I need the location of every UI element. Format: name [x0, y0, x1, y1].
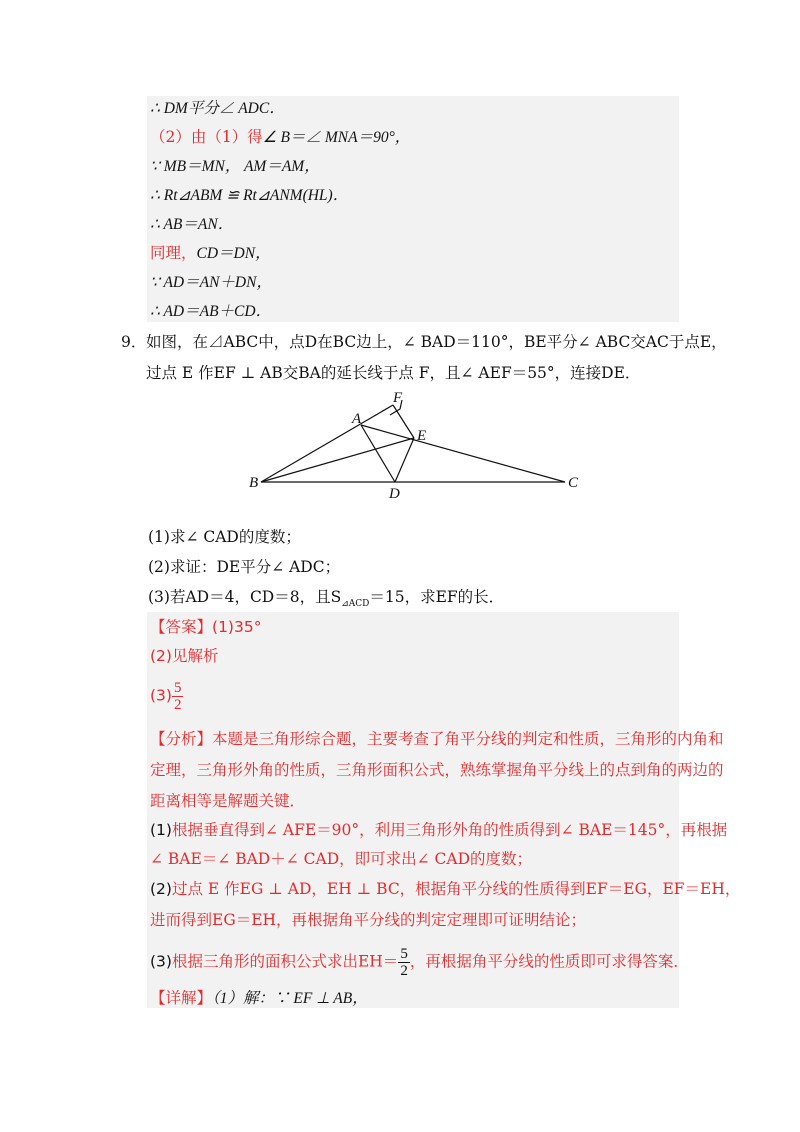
label-B: B [249, 475, 259, 491]
question-line-2: 过点 E 作EF ⊥ AB交BA的延长线于点 F，且∠ AEF＝55°，连接DE． [146, 364, 641, 382]
question-line-1: 如图，在⊿ABC中，点D在BC边上，∠ BAD＝110°，BE平分∠ ABC交AC于点E， [146, 333, 727, 351]
answer-fraction: $\frac{5}{2}$ [173, 680, 182, 713]
answer-line-1: 【答案】(1)35° [150, 618, 262, 636]
analysis-line-2: 定理，三角形外角的性质，三角形面积公式，熟练掌握角平分线上的点到角的两边的 [150, 761, 724, 779]
eh-fraction: $\frac{5}{2}$ [400, 946, 408, 979]
detail-line: 【详解】（1）解：∵ EF ⊥ AB， [150, 989, 368, 1007]
label-F: F [393, 390, 403, 406]
analysis-step-1a: (1)根据垂直得到∠ AFE＝90°，利用三角形外角的性质得到∠ BAE＝145°，再根据 [150, 821, 728, 839]
analysis-step-1b: ∠ BAE＝∠ BAD＋∠ CAD，即可求出∠ CAD的度数； [150, 850, 533, 868]
solution-line-8: ∴ AD＝AB＋CD． [150, 303, 272, 320]
solution-line-2: （2）由（1）得∠ B＝∠ MNA＝90°， [150, 128, 411, 146]
analysis-line-1: 【分析】本题是三角形综合题，主要考查了角平分线的判定和性质，三角形的内角和 [150, 730, 724, 748]
label-E: E [417, 428, 427, 444]
solution-line-6: 同理，CD＝DN， [150, 244, 271, 262]
sub-question-1: (1)求∠ CAD的度数； [148, 528, 301, 546]
segment-AC [361, 425, 565, 482]
triangle-figure [244, 388, 604, 503]
analysis-step-3: (3)根据三角形的面积公式求出EH＝ $\frac{5}{2}$ ，再根据角平分线的性质即可求得答案． [150, 946, 689, 979]
solution-line-7: ∵ AD＝AN＋DN， [150, 274, 272, 291]
label-A: A [352, 411, 362, 427]
label-C: C [568, 475, 579, 491]
answer-line-3: (3) $\frac{5}{2}$ [150, 680, 182, 713]
sub-question-3: (3)若AD＝4，CD＝8，且$S_{⊿ACD}=15$，求EF的长． [148, 588, 505, 610]
solution-line-3: ∵ MB＝MN， AM＝AM， [150, 158, 320, 175]
solution-line-1: ∴ DM平分∠ ADC． [150, 100, 285, 117]
segment-BF [261, 405, 393, 482]
solution-line-4: ∴ Rt⊿ABM ≌ Rt⊿ANM(HL)． [150, 187, 349, 204]
analysis-step-2b: 进而得到EG＝EH，再根据角平分线的判定定理即可证明结论； [150, 911, 587, 929]
sub-question-2: (2)求证：DE平分∠ ADC； [148, 558, 341, 576]
label-D: D [389, 486, 400, 502]
question-number: 9． [121, 333, 147, 351]
analysis-line-3: 距离相等是解题关键． [150, 792, 306, 810]
answer-line-2: (2)见解析 [150, 647, 219, 665]
segment-FE [393, 405, 414, 438]
solution-line-5: ∴ AB＝AN． [150, 216, 234, 233]
analysis-step-2a: (2)过点 E 作EG ⊥ AD，EH ⊥ BC，根据角平分线的性质得到EF＝EG，EF＝EH， [150, 880, 741, 898]
segment-DE [395, 438, 414, 482]
